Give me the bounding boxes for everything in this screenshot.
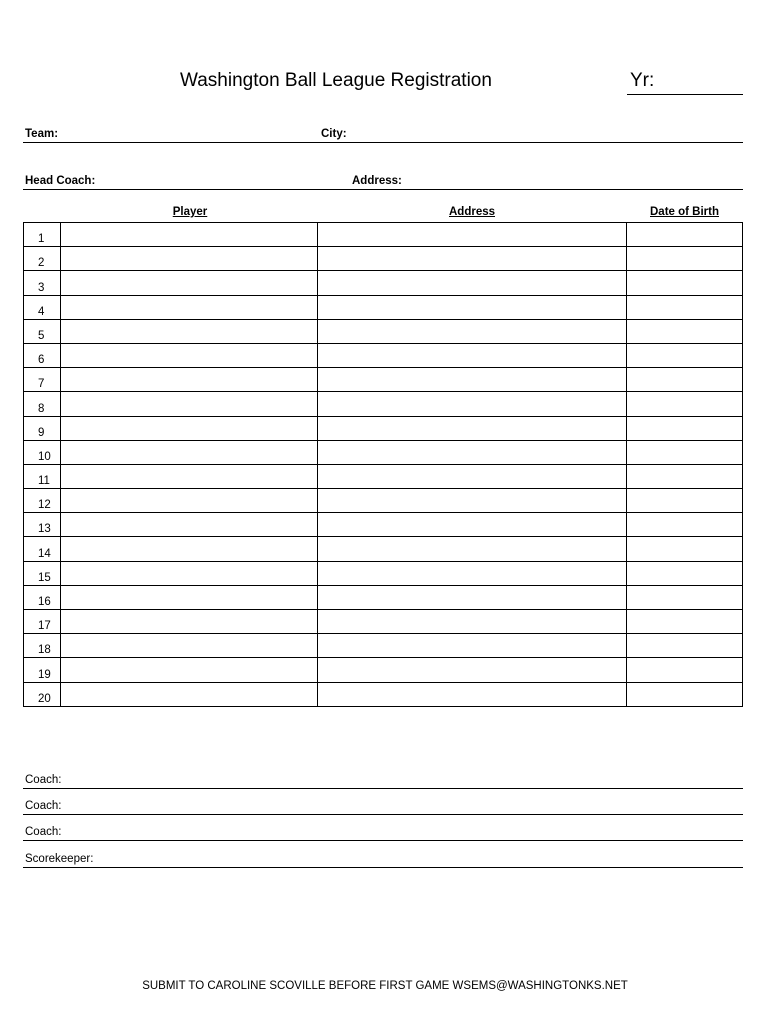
player-cell[interactable] [61,392,318,416]
address-cell[interactable] [318,392,627,416]
column-header-player: Player [172,206,208,218]
date-of-birth-cell[interactable] [627,368,743,392]
date-of-birth-cell[interactable] [627,585,743,609]
coach-label-3: Coach: [25,826,62,838]
table-row [24,464,743,488]
row-number: 17 [24,610,61,634]
player-cell[interactable] [61,682,318,706]
player-cell[interactable] [61,368,318,392]
roster-table [23,222,743,707]
date-of-birth-cell[interactable] [627,392,743,416]
table-row [24,658,743,682]
coach-label-2: Coach: [25,800,62,812]
table-row [24,223,743,247]
column-header-address: Address [448,206,496,218]
table-row [24,271,743,295]
year-label: Yr: [630,70,655,91]
coach-line-2[interactable] [23,814,743,815]
address-cell[interactable] [318,368,627,392]
date-of-birth-cell[interactable] [627,416,743,440]
row-number: 19 [24,658,61,682]
date-of-birth-cell[interactable] [627,489,743,513]
row-number: 9 [24,416,61,440]
player-cell[interactable] [61,271,318,295]
player-cell[interactable] [61,223,318,247]
row-number: 13 [24,513,61,537]
row-number: 7 [24,368,61,392]
address-cell[interactable] [318,489,627,513]
address-cell[interactable] [318,319,627,343]
team-label: Team: [25,128,59,140]
row-number: 8 [24,392,61,416]
date-of-birth-cell[interactable] [627,464,743,488]
table-row [24,295,743,319]
date-of-birth-cell[interactable] [627,658,743,682]
row-number: 16 [24,585,61,609]
player-cell[interactable] [61,440,318,464]
address-cell[interactable] [318,585,627,609]
player-cell[interactable] [61,537,318,561]
coach-label-1: Coach: [25,774,62,786]
row-number: 3 [24,271,61,295]
date-of-birth-cell[interactable] [627,295,743,319]
table-row [24,610,743,634]
table-row [24,513,743,537]
player-cell[interactable] [61,295,318,319]
date-of-birth-cell[interactable] [627,561,743,585]
row-number: 5 [24,319,61,343]
date-of-birth-cell[interactable] [627,343,743,367]
table-row [24,634,743,658]
row-number: 20 [24,682,61,706]
table-row [24,368,743,392]
row-number: 4 [24,295,61,319]
date-of-birth-cell[interactable] [627,223,743,247]
address-cell[interactable] [318,610,627,634]
date-of-birth-cell[interactable] [627,513,743,537]
address-cell[interactable] [318,343,627,367]
address-cell[interactable] [318,513,627,537]
date-of-birth-cell[interactable] [627,634,743,658]
address-cell[interactable] [318,223,627,247]
row-number: 11 [24,464,61,488]
team-city-field-line[interactable] [23,142,743,143]
address-cell[interactable] [318,440,627,464]
address-cell[interactable] [318,295,627,319]
address-cell[interactable] [318,537,627,561]
submission-instructions: SUBMIT TO CAROLINE SCOVILLE BEFORE FIRST GAME WSEMS@WASHINGTONKS.NET [142,980,628,992]
player-cell[interactable] [61,513,318,537]
date-of-birth-cell[interactable] [627,610,743,634]
row-number: 12 [24,489,61,513]
year-field-line[interactable] [627,94,743,95]
coach-line-1[interactable] [23,788,743,789]
player-cell[interactable] [61,634,318,658]
scorekeeper-label: Scorekeeper: [25,853,94,865]
column-header-date-of-birth: Date of Birth [650,206,719,218]
player-cell[interactable] [61,343,318,367]
address-cell[interactable] [318,464,627,488]
row-number: 2 [24,247,61,271]
player-cell[interactable] [61,319,318,343]
player-cell[interactable] [61,489,318,513]
date-of-birth-cell[interactable] [627,682,743,706]
table-row [24,682,743,706]
row-number: 15 [24,561,61,585]
address-cell[interactable] [318,682,627,706]
coach-address-label: Address: [352,175,402,187]
address-cell[interactable] [318,271,627,295]
head-coach-label: Head Coach: [25,175,96,187]
coach-line-3[interactable] [23,840,743,841]
table-row [24,319,743,343]
row-number: 14 [24,537,61,561]
address-cell[interactable] [318,561,627,585]
date-of-birth-cell[interactable] [627,247,743,271]
table-row [24,247,743,271]
player-cell[interactable] [61,561,318,585]
player-cell[interactable] [61,658,318,682]
table-row [24,343,743,367]
city-label: City: [321,128,347,140]
address-cell[interactable] [318,416,627,440]
player-cell[interactable] [61,247,318,271]
table-row [24,416,743,440]
table-row [24,585,743,609]
row-number: 6 [24,343,61,367]
address-cell[interactable] [318,658,627,682]
date-of-birth-cell[interactable] [627,271,743,295]
scorekeeper-line[interactable] [23,867,743,868]
table-row [24,489,743,513]
row-number: 10 [24,440,61,464]
table-row [24,561,743,585]
date-of-birth-cell[interactable] [627,537,743,561]
head-coach-field-line[interactable] [23,189,743,190]
table-row [24,537,743,561]
form-title: Washington Ball League Registration [180,70,492,91]
address-cell[interactable] [318,634,627,658]
player-cell[interactable] [61,585,318,609]
player-cell[interactable] [61,464,318,488]
date-of-birth-cell[interactable] [627,440,743,464]
player-cell[interactable] [61,416,318,440]
table-row [24,440,743,464]
table-row [24,392,743,416]
row-number: 1 [24,223,61,247]
row-number: 18 [24,634,61,658]
date-of-birth-cell[interactable] [627,319,743,343]
player-cell[interactable] [61,610,318,634]
address-cell[interactable] [318,247,627,271]
